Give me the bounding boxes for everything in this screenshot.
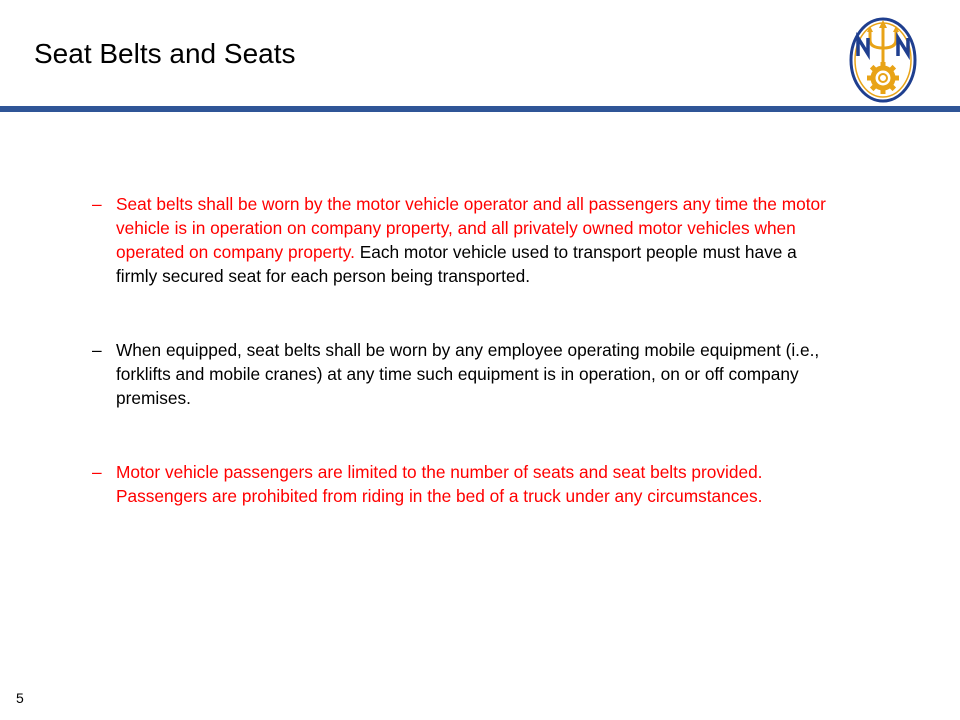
bullet-list <box>92 192 832 558</box>
bullet-text-emphasis: Motor vehicle passengers are limited to the number of seats and seat belts provided. Passengers are prohibited from riding in the bed of a truck under any circumstances. <box>116 462 763 506</box>
bullet-item-mobile-equipment <box>92 338 832 410</box>
bullet-item-seat-belts-operator <box>92 192 832 288</box>
slide-title: Seat Belts and Seats <box>34 38 296 69</box>
bullet-dash: – <box>92 340 102 360</box>
header-divider <box>0 106 960 112</box>
company-logo-icon <box>848 16 918 104</box>
page-number: 5 <box>16 690 24 706</box>
bullet-text-emphasis: Seat belts shall be worn by the motor vehicle operator and all passengers any time the motor vehicle is in operation on company property, and all privately owned motor vehicles when operated on company property. <box>116 194 826 262</box>
bullet-dash: – <box>92 462 102 482</box>
bullet-text: Each motor vehicle used to transport people must have a firmly secured seat for each person being transported. <box>116 242 797 286</box>
bullet-text: When equipped, seat belts shall be worn by any employee operating mobile equipment (i.e., forklifts and mobile cranes) at any time such equipment is in operation, on or off company premises. <box>116 340 820 408</box>
bullet-item-passengers-limit <box>92 460 832 508</box>
bullet-dash: – <box>92 194 102 214</box>
